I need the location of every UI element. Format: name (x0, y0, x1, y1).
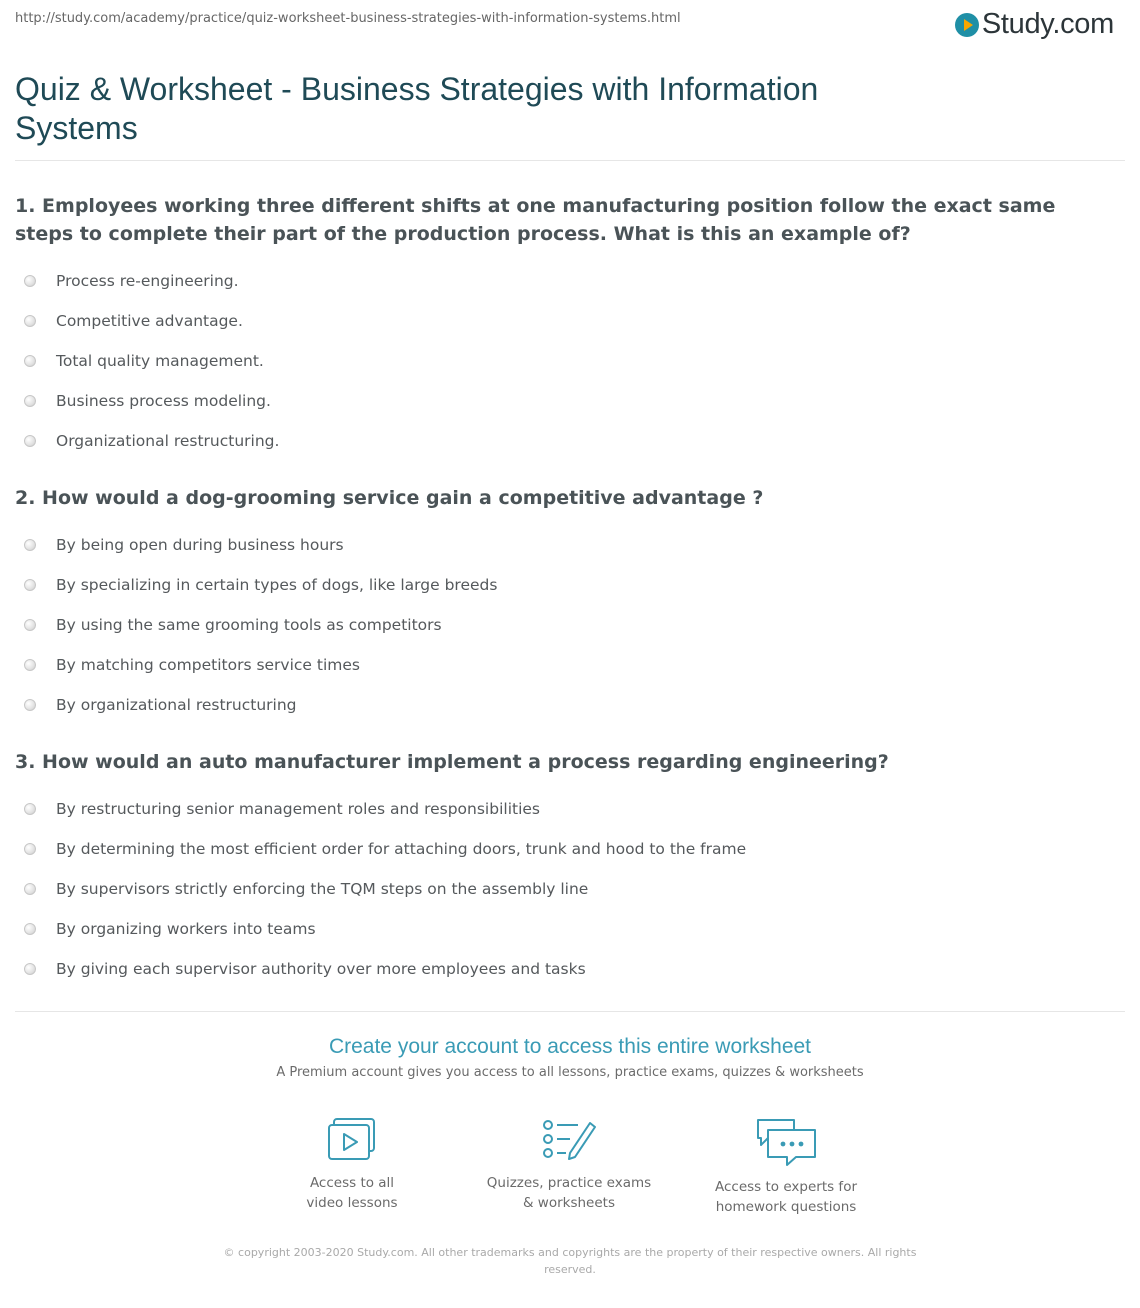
answer-option[interactable] (15, 789, 1095, 829)
answer-option[interactable] (15, 949, 1095, 989)
question-1 (15, 192, 1095, 461)
play-circle-icon (955, 13, 979, 37)
radio-button-icon[interactable] (24, 315, 36, 327)
radio-button-icon[interactable] (24, 659, 36, 671)
radio-button-icon[interactable] (24, 579, 36, 591)
answer-label: Process re-engineering. (56, 272, 239, 290)
answer-label: Competitive advantage. (56, 312, 243, 330)
answer-label: By organizing workers into teams (56, 920, 316, 938)
question-2 (15, 484, 1095, 725)
answer-option[interactable] (15, 301, 1095, 341)
radio-button-icon[interactable] (24, 803, 36, 815)
logo-text: Study.com (981, 8, 1114, 40)
chat-experts-icon (754, 1117, 818, 1167)
answer-option[interactable] (15, 525, 1095, 565)
answer-label: By organizational restructuring (56, 696, 297, 714)
answer-label: Business process modeling. (56, 392, 271, 410)
cta-title-link[interactable]: Create your account to access this entire worksheet (328, 1035, 812, 1058)
study-logo[interactable] (955, 8, 1114, 41)
radio-button-icon[interactable] (24, 923, 36, 935)
radio-button-icon[interactable] (24, 435, 36, 447)
radio-button-icon[interactable] (24, 355, 36, 367)
copyright-text: © copyright 2003-2020 Study.com. All other trademarks and copyrights are the property of their respective owners. All rights reserved. (223, 1246, 917, 1276)
feature-label-line1: Quizzes, practice exams (486, 1175, 652, 1191)
cta-divider (15, 1011, 1125, 1012)
answer-option[interactable] (15, 605, 1095, 645)
radio-button-icon[interactable] (24, 699, 36, 711)
feature-quizzes (469, 1117, 669, 1213)
answer-label: By giving each supervisor authority over more employees and tasks (56, 960, 586, 978)
cta-subtitle: A Premium account gives you access to all lessons, practice exams, quizzes & worksheets (276, 1065, 864, 1080)
question-3 (15, 748, 1095, 989)
radio-button-icon[interactable] (24, 275, 36, 287)
answer-option[interactable] (15, 381, 1095, 421)
answer-option[interactable] (15, 341, 1095, 381)
answer-option[interactable] (15, 909, 1095, 949)
answer-label: By matching competitors service times (56, 656, 360, 674)
feature-label-line2: & worksheets (522, 1195, 615, 1211)
question-text: 3. How would an auto manufacturer implement a process regarding engineering? (15, 751, 889, 773)
answer-option[interactable] (15, 645, 1095, 685)
answer-option[interactable] (15, 261, 1095, 301)
radio-button-icon[interactable] (24, 619, 36, 631)
answer-label: By restructuring senior management roles and responsibilities (56, 800, 540, 818)
answer-label: By specializing in certain types of dogs, like large breeds (56, 576, 498, 594)
title-divider (15, 160, 1125, 161)
radio-button-icon[interactable] (24, 883, 36, 895)
page-url: http://study.com/academy/practice/quiz-worksheet-business-strategies-with-information-systems.html (15, 11, 681, 26)
answer-label: Total quality management. (56, 352, 264, 370)
feature-label-line1: Access to experts for (714, 1179, 857, 1195)
answer-label: Organizational restructuring. (56, 432, 280, 450)
answer-option[interactable] (15, 565, 1095, 605)
quiz-checklist-icon (540, 1117, 598, 1163)
answer-label: By supervisors strictly enforcing the TQM steps on the assembly line (56, 880, 589, 898)
answer-option[interactable] (15, 421, 1095, 461)
question-text: 1. Employees working three different shifts at one manufacturing position follow the exact same steps to complete their part of the production process. What is this an example of? (15, 195, 1056, 245)
answer-label: By using the same grooming tools as competitors (56, 616, 442, 634)
radio-button-icon[interactable] (24, 963, 36, 975)
radio-button-icon[interactable] (24, 395, 36, 407)
answer-label: By determining the most efficient order for attaching doors, trunk and hood to the frame (56, 840, 747, 858)
feature-label-line2: homework questions (715, 1199, 857, 1215)
page-title: Quiz & Worksheet - Business Strategies with Information Systems (15, 71, 819, 146)
video-lessons-icon (326, 1117, 378, 1163)
answer-option[interactable] (15, 685, 1095, 725)
feature-experts (686, 1117, 886, 1217)
radio-button-icon[interactable] (24, 539, 36, 551)
question-text: 2. How would a dog-grooming service gain a competitive advantage ? (15, 487, 764, 509)
answer-option[interactable] (15, 829, 1095, 869)
answer-label: By being open during business hours (56, 536, 344, 554)
feature-video-lessons (252, 1117, 452, 1213)
answer-option[interactable] (15, 869, 1095, 909)
radio-button-icon[interactable] (24, 843, 36, 855)
feature-label-line1: Access to all (309, 1175, 395, 1191)
feature-label-line2: video lessons (306, 1195, 398, 1211)
